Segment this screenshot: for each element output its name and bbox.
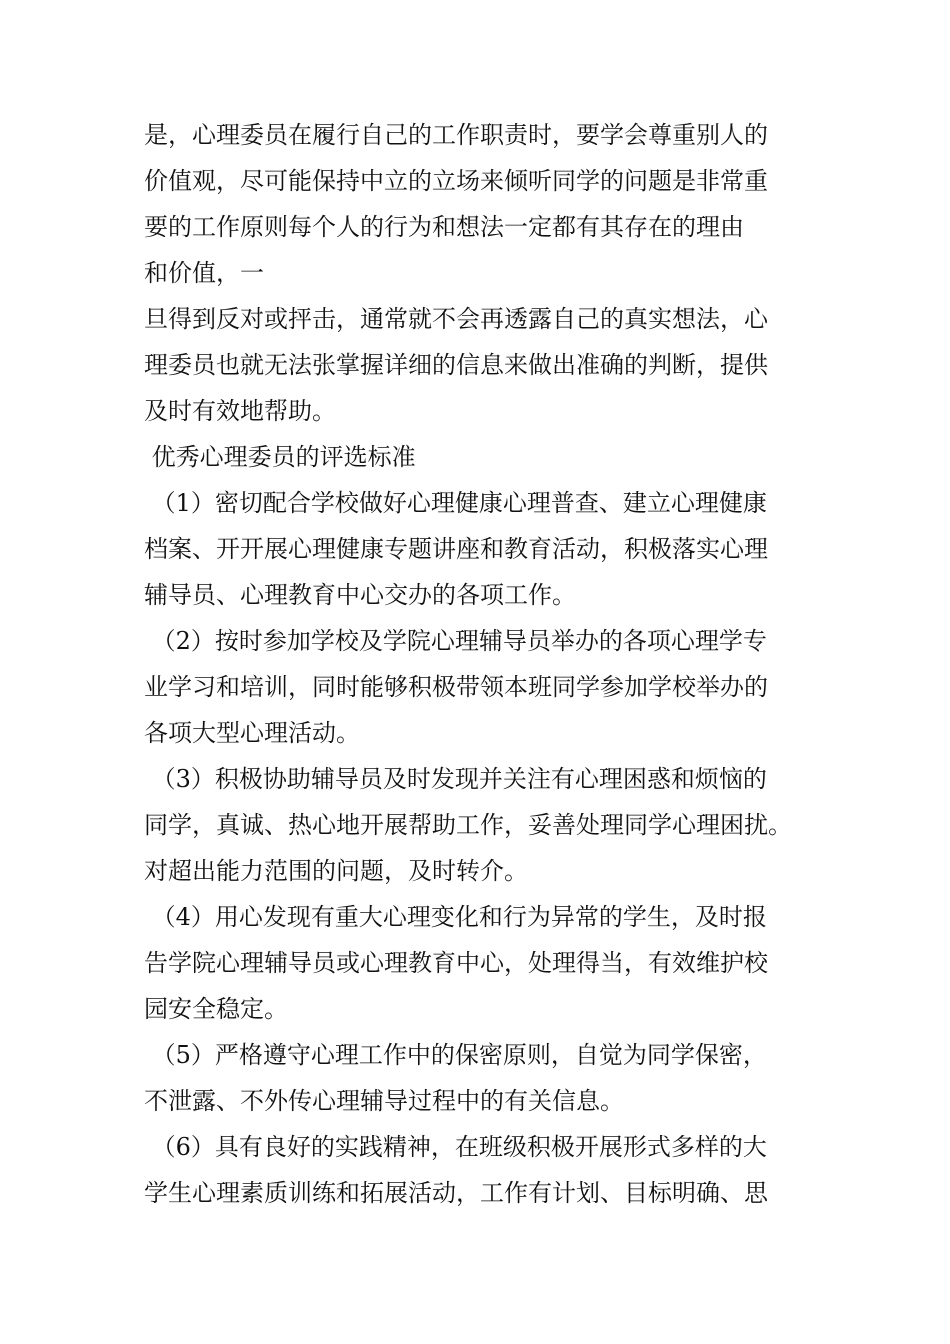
text-line: 学生心理素质训练和拓展活动，工作有计划、目标明确、思	[144, 1179, 768, 1207]
text-line: 不泄露、不外传心理辅导过程中的有关信息。	[144, 1087, 624, 1115]
text-line: （6）具有良好的实践精神，在班级积极开展形式多样的大	[144, 1133, 767, 1161]
text-line: 对超出能力范围的问题，及时转介。	[144, 857, 528, 885]
text-line: （5）严格遵守心理工作中的保密原则，自觉为同学保密，	[144, 1041, 767, 1069]
text-line: 是，心理委员在履行自己的工作职责时，要学会尊重别人的	[144, 121, 768, 149]
text-line: 要的工作原则每个人的行为和想法一定都有其存在的理由	[144, 213, 744, 241]
text-line: 及时有效地帮助。	[144, 397, 336, 425]
text-line: （4）用心发现有重大心理变化和行为异常的学生，及时报	[144, 903, 767, 931]
text-line: 各项大型心理活动。	[144, 719, 360, 747]
text-line: 园安全稳定。	[144, 995, 288, 1023]
text-line: 档案、开开展心理健康专题讲座和教育活动，积极落实心理	[144, 535, 768, 563]
text-line: 告学院心理辅导员或心理教育中心，处理得当，有效维护校	[144, 949, 768, 977]
text-line: （3）积极协助辅导员及时发现并关注有心理困惑和烦恼的	[144, 765, 767, 793]
text-line: 理委员也就无法张掌握详细的信息来做出准确的判断，提供	[144, 351, 768, 379]
text-line: 旦得到反对或抨击，通常就不会再透露自己的真实想法，心	[144, 305, 768, 333]
text-line: （1）密切配合学校做好心理健康心理普查、建立心理健康	[144, 489, 767, 517]
section-heading: 优秀心理委员的评选标准	[144, 443, 416, 471]
text-line: 业学习和培训，同时能够积极带领本班同学参加学校举办的	[144, 673, 768, 701]
text-line: 价值观，尽可能保持中立的立场来倾听同学的问题是非常重	[144, 167, 768, 195]
text-line: 同学，真诚、热心地开展帮助工作，妥善处理同学心理困扰。	[144, 811, 792, 839]
document-body	[144, 116, 808, 1220]
text-line: 辅导员、心理教育中心交办的各项工作。	[144, 581, 576, 609]
text-line: （2）按时参加学校及学院心理辅导员举办的各项心理学专	[144, 627, 767, 655]
text-line: 和价值，一	[144, 259, 264, 287]
